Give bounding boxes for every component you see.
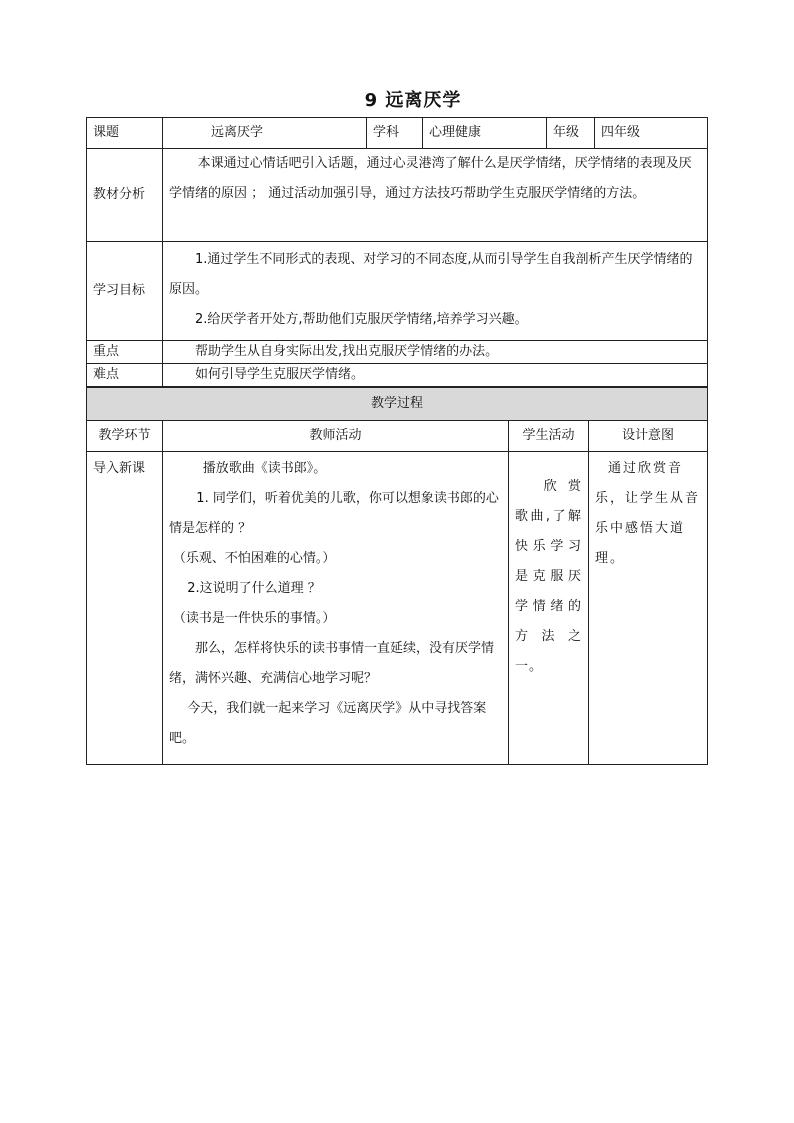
student-activity: 欣赏歌曲,了解快乐学习是克服厌学情绪的方法之一。	[509, 452, 589, 765]
col-teacher: 教师活动	[163, 421, 509, 452]
difficulty-label: 难点	[87, 364, 163, 387]
analysis-label: 教材分析	[87, 149, 163, 242]
subject-value: 心理健康	[423, 118, 547, 149]
grade-label: 年级	[547, 118, 595, 149]
subject-label: 学科	[367, 118, 423, 149]
goals-text	[163, 242, 708, 341]
difficulty-text: 如何引导学生克服厌学情绪。	[163, 364, 708, 387]
course-value: 远离厌学	[163, 118, 367, 149]
teacher-line: 今天，我们就一起来学习《远离厌学》从中寻找答案吧。	[169, 701, 487, 746]
page-title: 9 远离厌学	[364, 90, 462, 111]
teacher-line: 那么，怎样将快乐的读书事情一直延续，没有厌学情绪，满怀兴趣、充满信心地学习呢？	[169, 641, 495, 686]
grade-value: 四年级	[595, 118, 708, 149]
design-intent: 通过欣赏音乐，让学生从音乐中感悟大道理。	[589, 452, 708, 765]
stage-cell: 导入新课	[87, 452, 163, 765]
teacher-line: （读书是一件快乐的事情。）	[172, 611, 336, 626]
key-text: 帮助学生从自身实际出发,找出克服厌学情绪的办法。	[163, 341, 708, 364]
col-student: 学生活动	[509, 421, 589, 452]
process-header: 教学过程	[87, 388, 708, 421]
teaching-process-table	[86, 387, 708, 765]
goal-1: 1.通过学生不同形式的表现、对学习的不同态度,从而引导学生自我剖析产生厌学情绪的原因。	[169, 252, 693, 297]
lesson-info-table	[86, 117, 708, 387]
teacher-line: 播放歌曲《读书郎》。	[202, 461, 327, 476]
col-design: 设计意图	[589, 421, 708, 452]
teacher-line: （乐观、不怕困难的心情。）	[172, 551, 336, 566]
teacher-line: 2.这说明了什么道理 ？	[187, 581, 321, 596]
teacher-activity	[163, 452, 509, 765]
analysis-text: 本课通过心情话吧引入话题，通过心灵港湾了解什么是厌学情绪，厌学情绪的表现及厌学情绪的原因 ； 通过活动加强引导，通过方法技巧帮助学生克服厌学情绪的方法。	[163, 149, 708, 242]
teacher-line: 1. 同学们，听着优美的儿歌，你可以想象读书郎的心情是怎样的 ？	[169, 491, 499, 536]
col-stage: 教学环节	[87, 421, 163, 452]
key-label: 重点	[87, 341, 163, 364]
goals-label: 学习目标	[87, 242, 163, 341]
course-label: 课题	[87, 118, 163, 149]
goal-2: 2.给厌学者开处方,帮助他们克服厌学情绪,培养学习兴趣。	[195, 312, 528, 327]
